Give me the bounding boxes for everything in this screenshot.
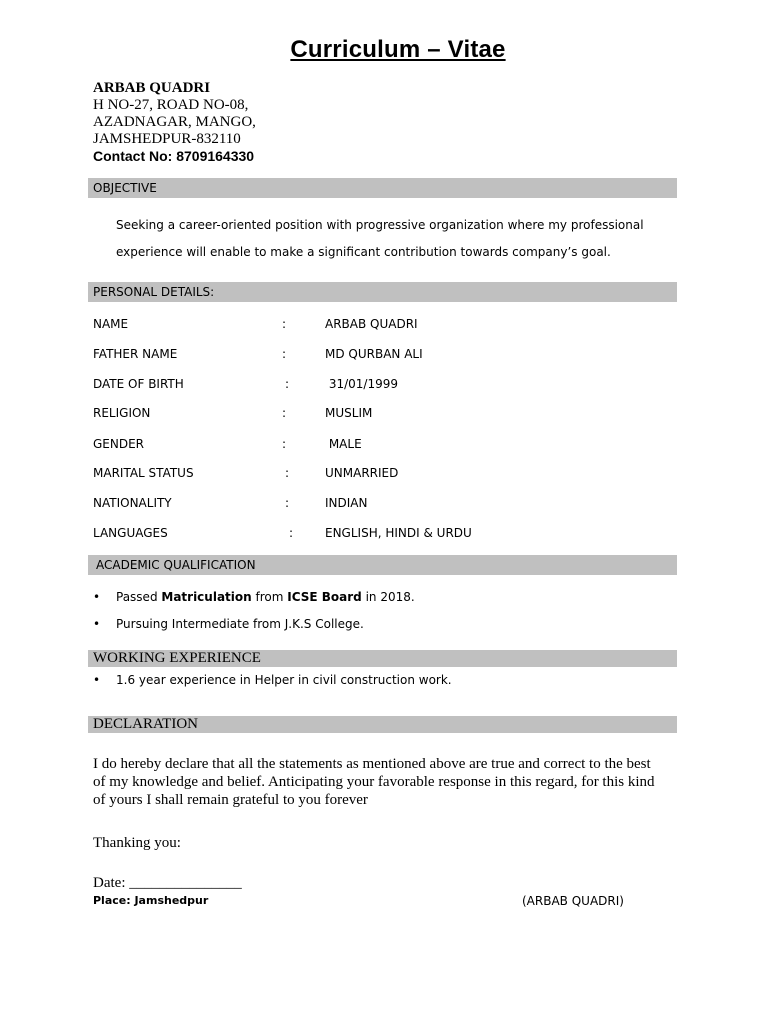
detail-value: ENGLISH, HINDI & URDU [325, 526, 472, 540]
detail-label: GENDER [93, 437, 145, 451]
detail-value: MUSLIM [325, 406, 373, 420]
detail-value: INDIAN [325, 496, 368, 510]
declaration-text: I do hereby declare that all the statements as mentioned above are true and correct to the best of my knowledge and belief. Anticipating your favorable response in this regard, for this kind of yours I shall remain grateful to you forever [93, 756, 655, 808]
detail-row-date-of-birth [93, 377, 653, 395]
detail-colon: : [282, 406, 287, 420]
detail-row-gender [93, 437, 653, 455]
personal-details-heading: PERSONAL DETAILS: [88, 282, 677, 302]
candidate-name: ARBAB QUADRI [93, 80, 211, 96]
address-line: H NO-27, ROAD NO-08, [93, 97, 249, 113]
detail-label: NATIONALITY [93, 496, 172, 510]
detail-colon: : [282, 347, 287, 361]
objective-heading: OBJECTIVE [88, 178, 677, 198]
detail-label: FATHER NAME [93, 347, 178, 361]
declaration-heading: DECLARATION [88, 716, 677, 733]
detail-value: 31/01/1999 [325, 377, 398, 391]
detail-row-marital-status [93, 466, 653, 484]
address-line: JAMSHEDPUR-832110 [93, 131, 241, 147]
detail-colon: : [285, 466, 290, 480]
detail-row-religion [93, 406, 653, 424]
academic-item-text: Passed Matriculation from ICSE Board in 2018. [116, 590, 415, 604]
contact-block [93, 80, 256, 165]
detail-value: MALE [325, 437, 362, 451]
contact-number: Contact No: 8709164330 [93, 148, 255, 164]
detail-label: LANGUAGES [93, 526, 168, 540]
detail-colon: : [282, 317, 287, 331]
detail-colon: : [289, 526, 294, 540]
detail-colon: : [285, 496, 290, 510]
detail-label: MARITAL STATUS [93, 466, 194, 480]
detail-row-name [93, 317, 653, 335]
detail-label: DATE OF BIRTH [93, 377, 184, 391]
document-title: Curriculum – Vitae [290, 36, 506, 63]
signature-name: (ARBAB QUADRI) [522, 894, 624, 908]
objective-line: Seeking a career-oriented position with progressive organization where my professional [116, 218, 644, 232]
academic-item-text: Pursuing Intermediate from J.K.S College. [116, 617, 364, 631]
address-line: AZADNAGAR, MANGO, [93, 114, 256, 130]
detail-label: NAME [93, 317, 129, 331]
academic-heading: ACADEMIC QUALIFICATION [88, 555, 677, 575]
detail-colon: : [285, 377, 290, 391]
detail-colon: : [282, 437, 287, 451]
objective-line: experience will enable to make a significant contribution towards company’s goal. [116, 245, 611, 259]
closing-text: Thanking you: [93, 835, 181, 851]
detail-row-languages [93, 526, 653, 544]
date-line: Date: _______________ [93, 875, 242, 891]
bullet-icon: • [93, 673, 101, 687]
detail-row-nationality [93, 496, 653, 514]
working-experience-heading: WORKING EXPERIENCE [88, 650, 677, 667]
bullet-icon: • [93, 617, 101, 631]
detail-value: ARBAB QUADRI [325, 317, 418, 331]
detail-label: RELIGION [93, 406, 151, 420]
detail-value: UNMARRIED [325, 466, 399, 480]
work-item-text: 1.6 year experience in Helper in civil construction work. [116, 673, 452, 687]
bullet-icon: • [93, 590, 101, 604]
detail-row-father-name [93, 347, 653, 365]
place-line: Place: Jamshedpur [93, 894, 209, 907]
detail-value: MD QURBAN ALI [325, 347, 423, 361]
